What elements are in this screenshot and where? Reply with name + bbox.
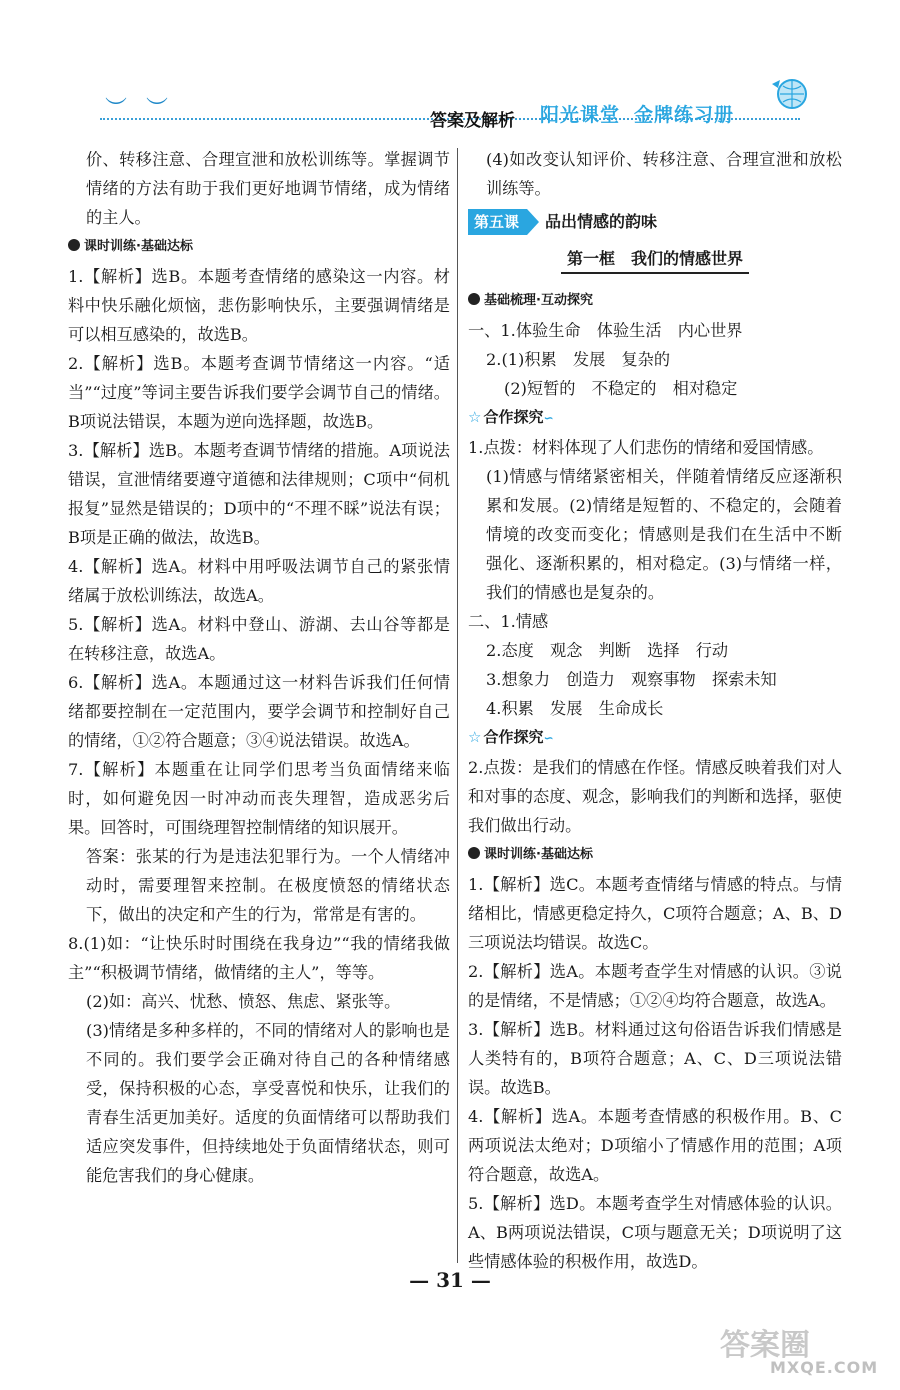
answer-item: 二、1.情感 <box>468 612 549 631</box>
cooperation-heading-text: 合作探究 <box>483 728 544 746</box>
globe-icon <box>770 74 810 114</box>
answer-item: 5.【解析】选A。材料中登山、游湖、去山谷等都是在转移注意，故选A。 <box>68 615 450 663</box>
answer-item: 3.【解析】选B。材料通过这句俗语告诉我们情感是人类特有的，B项符合题意；A、C、D三项说法错误。故选B。 <box>468 1020 842 1097</box>
answer-item: 4.【解析】选A。本题考查情感的积极作用。B、C两项说法太绝对；D项缩小了情感作用的范围；A项符合题意，故选A。 <box>468 1107 842 1184</box>
watermark-logo: 答案圈 <box>720 1328 810 1363</box>
answer-text: (1)情感与情绪紧密相关，伴随着情绪反应逐渐积累和发展。(2)情绪是短暂的、不稳定的，会随着情境的改变而变化；情感则是我们在生活中不断强化、逐渐积累的，相对稳定。(3)与情绪一样，我们的情感也是复杂的。 <box>486 467 842 602</box>
frame-title <box>468 244 842 274</box>
section-bullet-icon <box>68 239 80 251</box>
cooperation-heading <box>468 403 842 433</box>
section-heading-text: 课时训练·基础达标 <box>84 239 193 254</box>
watermark-url: MXQE.COM <box>770 1358 879 1377</box>
left-column <box>68 145 450 1190</box>
answer-item: 1.【解析】选C。本题考查情绪与情感的特点。与情绪相比，情感更稳定持久，C项符合题意；A、B、D三项说法均错误。故选C。 <box>468 875 842 952</box>
page-header <box>0 70 900 140</box>
brand-name <box>540 100 734 127</box>
brand-part2: 金牌练习册 <box>634 104 735 126</box>
column-divider <box>457 148 458 1263</box>
section-bullet-icon <box>468 293 480 305</box>
answer-item: 2.点拨：是我们的情感在作怪。情感反映着我们对人和对事的态度、观念，影响我们的判断和选择，驱使我们做出行动。 <box>468 758 842 835</box>
answer-item: (2)短暂的 不稳定的 相对稳定 <box>504 379 738 398</box>
star-icon: ☆ <box>468 408 482 426</box>
answer-item: 3.想象力 创造力 观察事物 探索未知 <box>486 670 777 689</box>
answer-item: 3.【解析】选B。本题考查调节情绪的措施。A项说法错误，宣泄情绪要遵守道德和法律规则；C项中“伺机报复”显然是错误的；D项中的“不理不睬”说法有误；B项是正确的做法，故选B。 <box>68 441 450 547</box>
answer-item: 2.态度 观念 判断 选择 行动 <box>486 641 729 660</box>
section-heading <box>68 234 450 260</box>
lesson-tag: 第五课 <box>468 209 527 235</box>
right-column <box>468 145 842 1276</box>
answer-item: 2.【解析】选A。本题考查学生对情感的认识。③说的是情绪，不是情感；①②④均符合题意，故选A。 <box>468 962 842 1010</box>
frame-title-text: 第一框 我们的情感世界 <box>561 246 749 274</box>
cooperation-heading <box>468 723 842 753</box>
answer-item: 7.【解析】本题重在让同学们思考当负面情绪来临时，如何避免因一时冲动而丧失理智，造成恶劣后果。回答时，可围绕理智控制情绪的知识展开。 <box>68 760 450 837</box>
birds-icon: ︶ ︶ <box>105 97 174 122</box>
answer-text: 答案：张某的行为是违法犯罪行为。一个人情绪冲动时，需要理智来控制。在极度愤怒的情绪状态下，做出的决定和产生的行为，常常是有害的。 <box>86 847 450 924</box>
cooperation-heading-text: 合作探究 <box>483 408 544 426</box>
answer-item: 4.【解析】选A。材料中用呼吸法调节自己的紧张情绪属于放松训练法，故选A。 <box>68 557 450 605</box>
answer-item: 2.【解析】选B。本题考查调节情绪这一内容。“适当”“过度”等词主要告诉我们要学会调节自己的情绪。B项说法错误，本题为逆向选择题，故选B。 <box>68 354 450 431</box>
lesson-title: 品出情感的韵味 <box>545 212 658 231</box>
lesson-heading <box>468 207 842 236</box>
answer-item: 5.【解析】选D。本题考查学生对情感体验的认识。A、B两项说法错误，C项与题意无关；D项说明了这些情感体验的积极作用，故选D。 <box>468 1194 842 1271</box>
section-heading <box>468 288 842 314</box>
star-icon: ☆ <box>468 728 482 746</box>
answer-item: 一、1.体验生命 体验生活 内心世界 <box>468 321 743 340</box>
answer-item: 1.【解析】选B。本题考查情绪的感染这一内容。材料中快乐融化烦恼，悲伤影响快乐，主要强调情绪是可以相互感染的，故选B。 <box>68 267 450 344</box>
wave-icon: ∽ <box>543 731 554 745</box>
section-heading <box>468 842 842 868</box>
answer-item: 8.(1)如：“让快乐时时围绕在我身边”“我的情绪我做主”“积极调节情绪，做情绪的主人”，等等。 <box>68 934 450 982</box>
section-heading-text: 基础梳理·互动探究 <box>484 293 593 308</box>
answer-item: (2)如：高兴、忧愁、愤怒、焦虑、紧张等。 <box>86 992 401 1011</box>
brand-part1: 阳光课堂 <box>540 104 621 126</box>
section-bullet-icon <box>468 847 480 859</box>
header-title: 答案及解析 <box>430 111 515 131</box>
answer-item: 4.积累 发展 生命成长 <box>486 699 664 718</box>
paragraph: 价、转移注意、合理宣泄和放松训练等。掌握调节情绪的方法有助于我们更好地调节情绪，成为情绪的主人。 <box>86 150 450 227</box>
page-number: — 31 — <box>409 1268 491 1292</box>
answer-item: (3)情绪是多种多样的，不同的情绪对人的影响也是不同的。我们要学会正确对待自己的各种情绪感受，保持积极的心态，享受喜悦和快乐，让我们的青春生活更加美好。适度的负面情绪可以帮助我们适应突发事件，但持续地处于负面情绪状态，则可能危害我们的身心健康。 <box>86 1021 450 1185</box>
wave-icon: ∽ <box>543 411 554 425</box>
answer-item: (4)如改变认知评价、转移注意、合理宣泄和放松训练等。 <box>486 150 842 198</box>
answer-item: 1.点拨：材料体现了人们悲伤的情绪和爱国情感。 <box>468 438 824 457</box>
arrow-icon <box>527 209 539 235</box>
answer-item: 6.【解析】选A。本题通过这一材料告诉我们任何情绪都要控制在一定范围内，要学会调节和控制好自己的情绪，①②符合题意；③④说法错误。故选A。 <box>68 673 450 750</box>
answer-item: 2.(1)积累 发展 复杂的 <box>486 350 671 369</box>
section-heading-text: 课时训练·基础达标 <box>484 847 593 862</box>
